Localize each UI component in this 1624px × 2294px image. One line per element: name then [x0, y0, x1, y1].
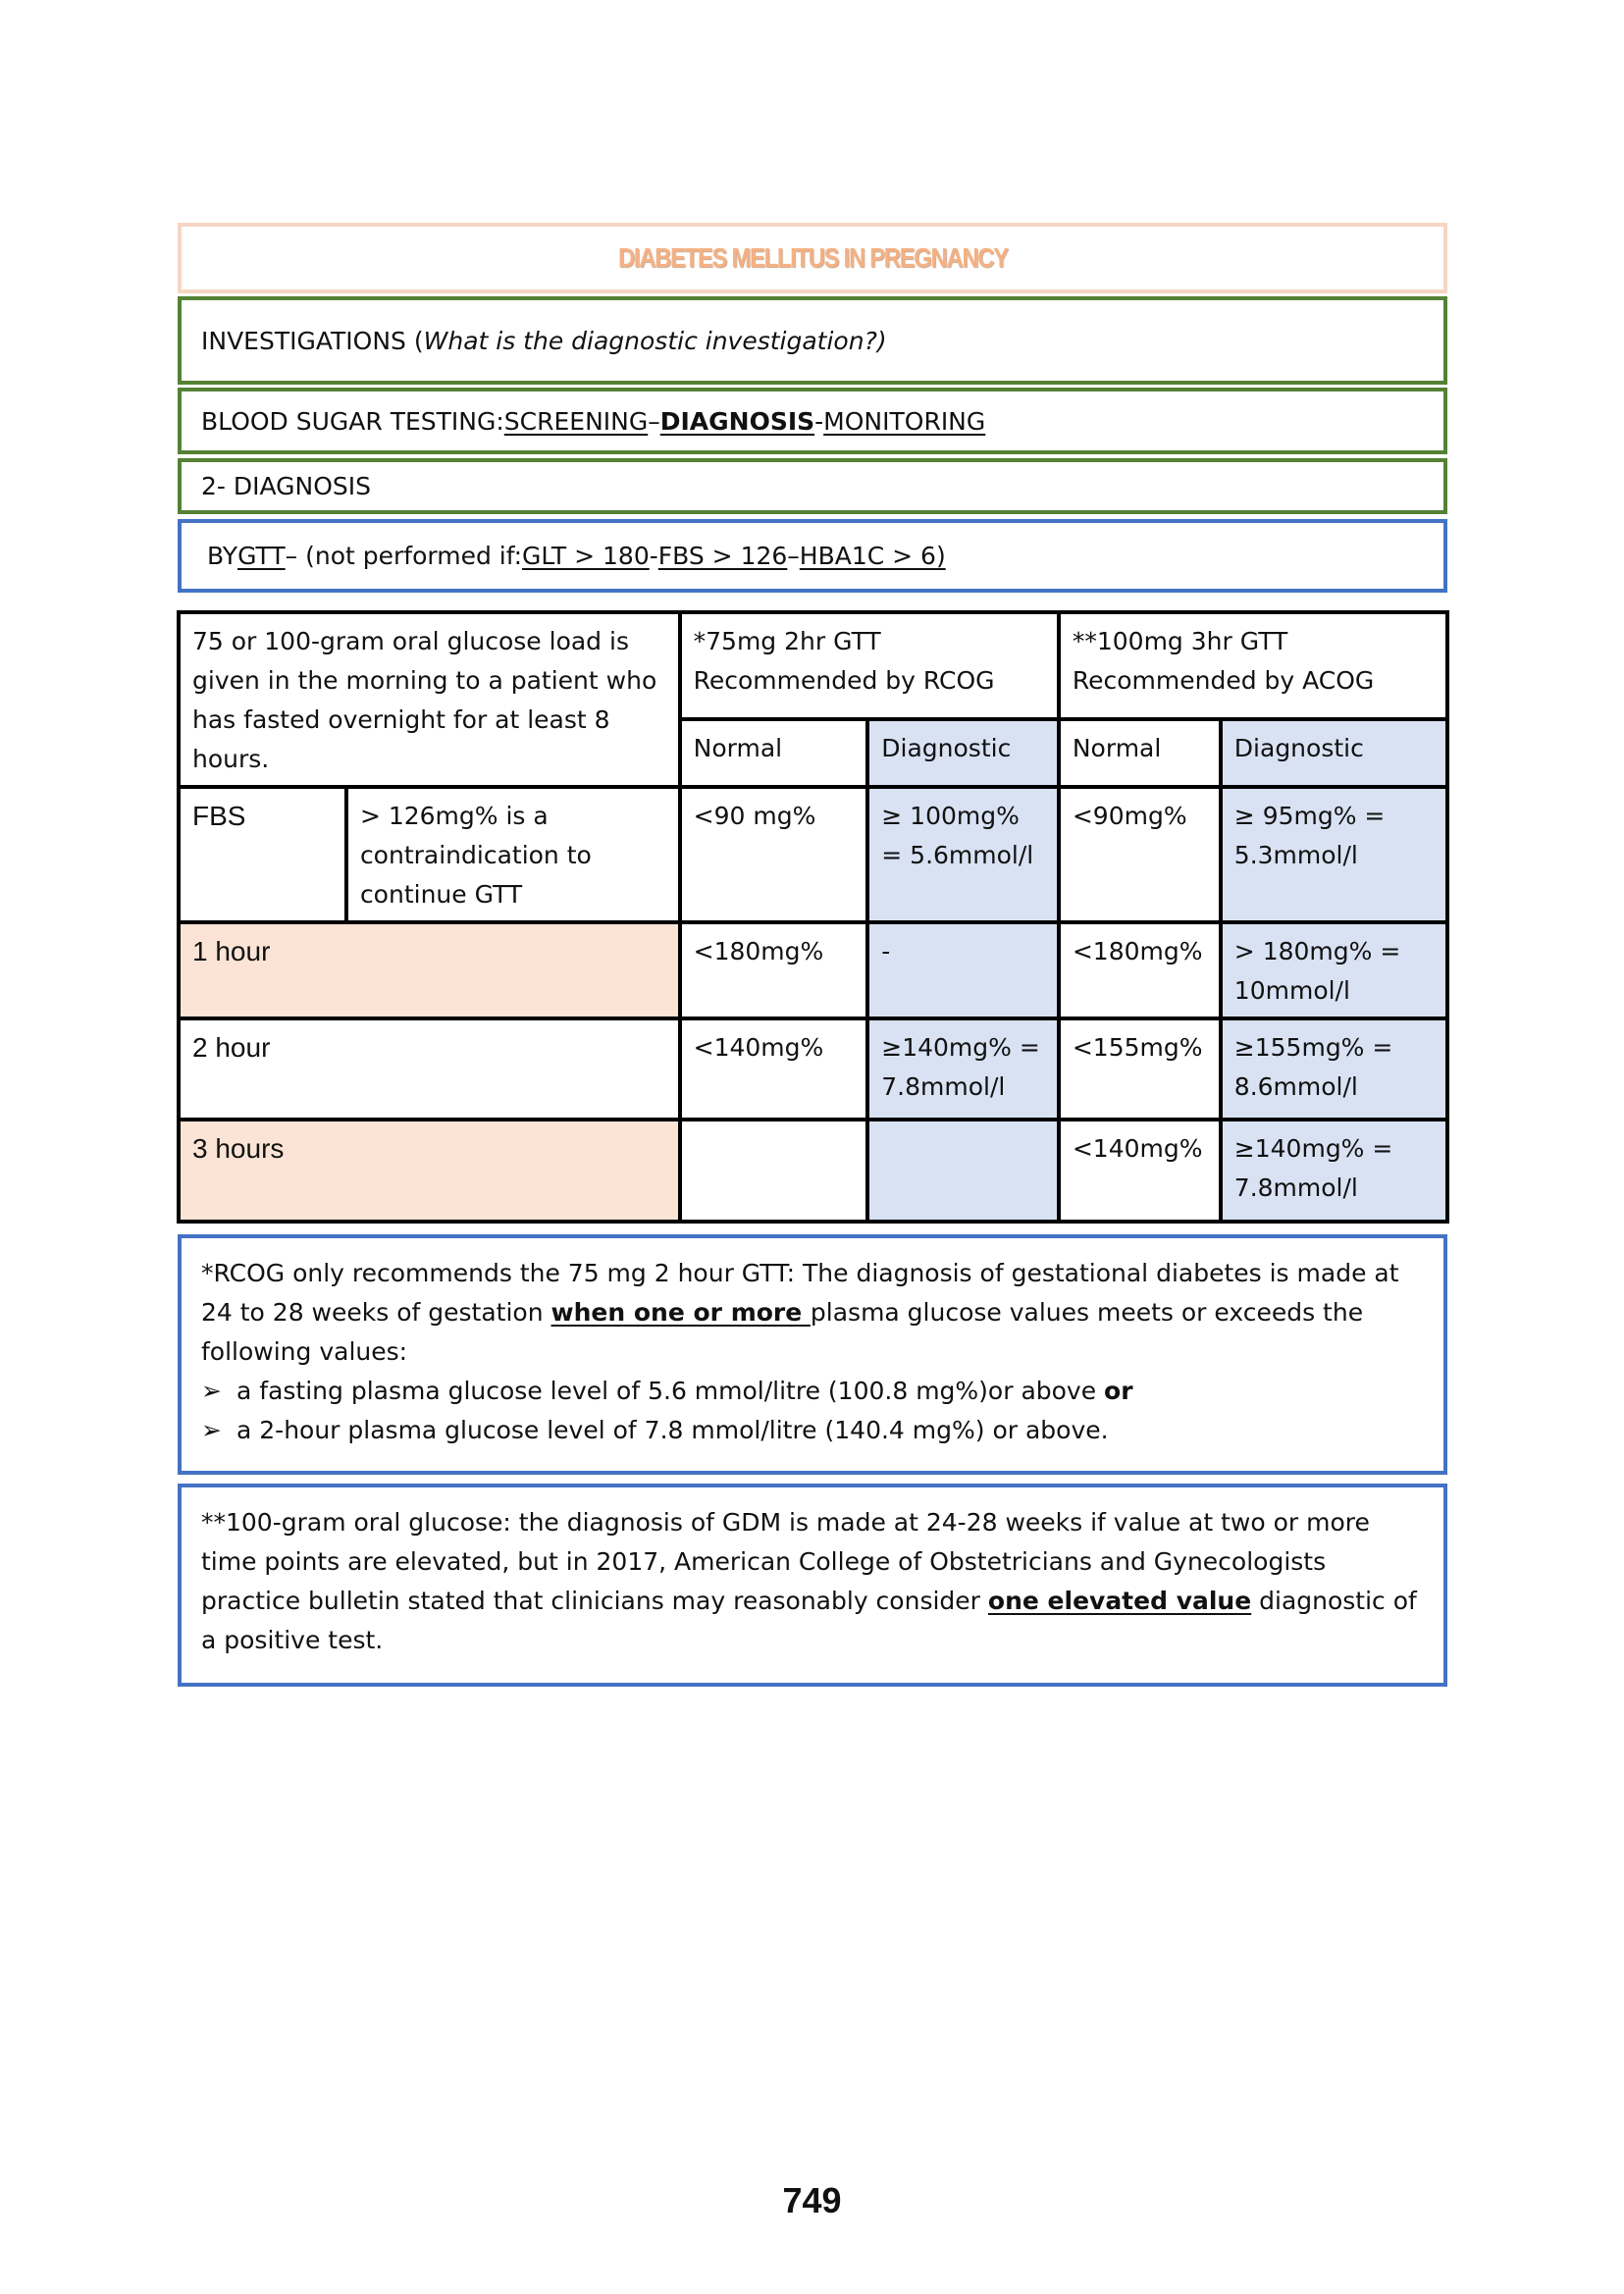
gtt-table [177, 610, 1449, 1224]
rcog-header [680, 612, 1059, 719]
acog-header [1059, 612, 1447, 719]
rcog-diagnostic-value [867, 1120, 1059, 1222]
rcog-footnote-text [201, 1254, 1424, 1372]
section-heading: 2- DIAGNOSIS [201, 472, 372, 500]
acog-normal-value: <140mg% [1059, 1120, 1221, 1222]
table-row [179, 787, 1447, 922]
row-label: FBS [179, 787, 346, 922]
acog-title: **100mg 3hr GTT [1072, 627, 1288, 655]
rcog-normal-value [680, 1120, 868, 1222]
acog-normal-header: Normal [1059, 719, 1221, 787]
investigations-question: What is the diagnostic investigation?) [423, 326, 887, 355]
row-label: 3 hours [179, 1120, 680, 1222]
list-item [201, 1411, 1424, 1450]
rcog-diagnostic-header: Diagnostic [867, 719, 1059, 787]
acog-footnote [178, 1484, 1447, 1687]
emphasis: one elevated value [987, 1587, 1252, 1615]
acog-diagnostic-value: ≥ 95mg% = 5.3mmol/l [1221, 787, 1447, 922]
monitoring-link: MONITORING [823, 406, 986, 436]
investigations-label: INVESTIGATIONS ( [201, 326, 424, 355]
table-row [179, 1120, 1447, 1222]
row-note: > 126mg% is a contraindication to continue GTT [346, 787, 680, 922]
separator: - [649, 542, 658, 570]
table-header-row [179, 612, 1447, 719]
separator: - [814, 406, 824, 436]
acog-normal-value: <90mg% [1059, 787, 1221, 922]
footnote-text: **100-gram oral glucose: the diagnosis of GDM is made at 24-28 weeks if value at two or more time points are elevated, but in 2017, American College of Obstetricians and Gynecologists practice bulletin stated that clinicians may reasonably consider [201, 1508, 1370, 1615]
rcog-footnote [178, 1234, 1447, 1475]
row-label: 2 hour [179, 1018, 680, 1120]
rcog-diagnostic-value: ≥140mg% = 7.8mmol/l [867, 1018, 1059, 1120]
hba1c-criterion: HBA1C > 6) [799, 542, 946, 570]
table-row [179, 922, 1447, 1018]
acog-subtitle: Recommended by ACOG [1072, 666, 1375, 695]
page-number: 749 [782, 2180, 842, 2220]
investigations-box [178, 296, 1447, 385]
list-item [201, 1372, 1424, 1411]
acog-diagnostic-value: > 180mg% = 10mmol/l [1221, 922, 1447, 1018]
diagnosis-link: DIAGNOSIS [659, 406, 815, 436]
acog-normal-value: <180mg% [1059, 922, 1221, 1018]
by-gtt-box [178, 519, 1447, 593]
section-box [178, 458, 1447, 514]
rcog-normal-value: <140mg% [680, 1018, 868, 1120]
acog-diagnostic-value: ≥155mg% = 8.6mmol/l [1221, 1018, 1447, 1120]
footnote-text: diagnostic of a positive test. [201, 1587, 1417, 1654]
by-gtt-middle: – (not performed if: [285, 542, 523, 570]
fbs-criterion: FBS > 126 [657, 542, 788, 570]
title-box [178, 223, 1447, 293]
footnote-text: *RCOG only recommends the 75 mg 2 hour GTT: The diagnosis of gestational diabetes is made at 24 to 28 weeks of gestation [201, 1259, 1399, 1327]
rcog-normal-value: <180mg% [680, 922, 868, 1018]
rcog-normal-header: Normal [680, 719, 868, 787]
footnote-text: plasma glucose values meets or exceeds the following values: [201, 1298, 1364, 1366]
intro-cell: 75 or 100-gram oral glucose load is given in the morning to a patient who has fasted overnight for at least 8 hours. [179, 612, 680, 787]
screening-link: SCREENING [503, 406, 649, 436]
acog-normal-value: <155mg% [1059, 1018, 1221, 1120]
arrow-bullet-icon: ➢ [201, 1416, 222, 1444]
page-title: DIABETES MELLITUS IN PREGNANCY [617, 242, 1008, 273]
emphasis: when one or more [550, 1298, 811, 1327]
rcog-subtitle: Recommended by RCOG [693, 666, 995, 695]
glt-criterion: GLT > 180 [522, 542, 650, 570]
separator: – [648, 406, 660, 436]
separator: – [787, 542, 800, 570]
rcog-diagnostic-value: - [867, 922, 1059, 1018]
rcog-title: *75mg 2hr GTT [693, 627, 881, 655]
by-gtt-prefix: BY [207, 542, 238, 570]
bullet-text: a fasting plasma glucose level of 5.6 mmol/litre (100.8 mg%)or above [236, 1377, 1105, 1405]
blood-sugar-box [178, 388, 1447, 454]
acog-diagnostic-header: Diagnostic [1221, 719, 1447, 787]
bullet-emphasis: or [1104, 1377, 1133, 1405]
arrow-bullet-icon: ➢ [201, 1377, 222, 1405]
acog-diagnostic-value: ≥140mg% = 7.8mmol/l [1221, 1120, 1447, 1222]
gtt-term: GTT [237, 542, 286, 570]
rcog-diagnostic-value: ≥ 100mg% = 5.6mmol/l [867, 787, 1059, 922]
rcog-normal-value: <90 mg% [680, 787, 868, 922]
bullet-text: a 2-hour plasma glucose level of 7.8 mmol/litre (140.4 mg%) or above. [236, 1416, 1109, 1444]
table-row [179, 1018, 1447, 1120]
blood-sugar-prefix: BLOOD SUGAR TESTING: [201, 406, 504, 436]
row-label: 1 hour [179, 922, 680, 1018]
